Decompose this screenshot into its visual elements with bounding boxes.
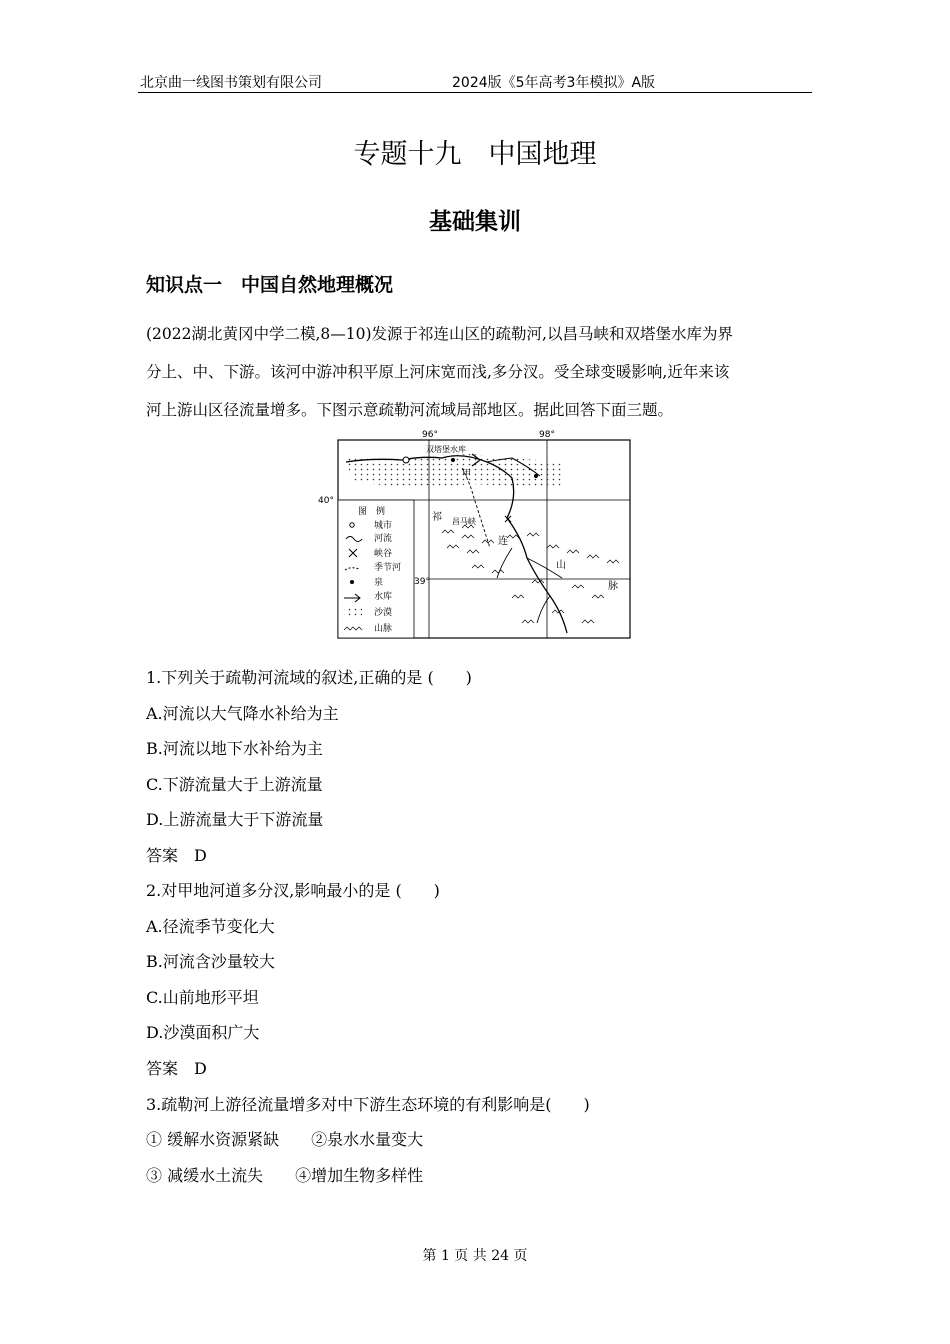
question-1-option-d: D.上游流量大于下游流量 <box>146 810 324 829</box>
question-1-option-a: A.河流以大气降水补给为主 <box>146 704 339 723</box>
lon-96-label: 96° <box>422 430 438 440</box>
legend-seasonal-river: 季节河 <box>374 563 402 573</box>
legend-mountain: 山脉 <box>374 624 393 634</box>
city-marker <box>403 457 409 463</box>
section-subtitle: 基础集训 <box>429 209 521 235</box>
question-2-option-b: B.河流含沙量较大 <box>146 952 275 971</box>
legend-title: 图 例 <box>358 507 386 517</box>
legend-river: 河流 <box>374 534 393 544</box>
mountain-char-2: 连 <box>498 536 508 547</box>
legend-gorge: 峡谷 <box>374 549 393 559</box>
question-3-stem: 3.疏勒河上游径流量增多对中下游生态环境的有利影响是( ) <box>146 1095 590 1114</box>
question-3-options-row-1: ① 缓解水资源紧缺 ②泉水水量变大 <box>146 1130 424 1149</box>
question-1-option-b: B.河流以地下水补给为主 <box>146 739 323 758</box>
lat-40-label: 40° <box>318 496 334 506</box>
page-footer: 第 1 页 共 24 页 <box>422 1248 528 1264</box>
mountain-char-4: 脉 <box>608 581 618 592</box>
question-2-option-d: D.沙漠面积广大 <box>146 1023 260 1042</box>
legend-spring: 泉 <box>374 578 384 588</box>
qilian-mountains <box>442 525 619 623</box>
chapter-title: 专题十九 中国地理 <box>353 139 597 170</box>
question-2-option-a: A.径流季节变化大 <box>146 917 275 936</box>
publisher-name: 北京曲一线图书策划有限公司 <box>140 75 322 91</box>
legend-reservoir: 水库 <box>374 592 393 602</box>
spring-marker <box>451 458 455 462</box>
book-title: 2024版《5年高考3年模拟》A版 <box>452 75 656 91</box>
intro-line-3: 河上游山区径流量增多。下图示意疏勒河流域局部地区。据此回答下面三题。 <box>146 401 674 419</box>
question-1-answer: 答案 D <box>146 846 207 865</box>
intro-line-1: (2022湖北黄冈中学二模,8—10)发源于祁连山区的疏勒河,以昌马峡和双塔堡水库为界 <box>146 325 733 343</box>
question-1-stem: 1.下列关于疏勒河流域的叙述,正确的是 ( ) <box>146 668 472 687</box>
legend-desert: 沙漠 <box>374 608 393 618</box>
question-2-option-c: C.山前地形平坦 <box>146 988 259 1007</box>
lat-39-label: 39° <box>414 577 430 587</box>
mountain-char-3: 山 <box>556 560 566 571</box>
changma-gorge-label: 昌马峡 <box>452 517 476 526</box>
page-header <box>138 70 812 93</box>
question-2-stem: 2.对甲地河道多分汊,影响最小的是 ( ) <box>146 881 440 900</box>
jia-label: 甲 <box>462 469 472 479</box>
question-3-options-row-2: ③ 减缓水土流失 ④增加生物多样性 <box>146 1166 424 1185</box>
question-1-option-c: C.下游流量大于上游流量 <box>146 775 323 794</box>
lon-98-label: 98° <box>539 430 555 440</box>
shule-river-map <box>312 428 634 640</box>
intro-line-2: 分上、中、下游。该河中游冲积平原上河床宽而浅,多分汊。受全球变暖影响,近年来该 <box>146 363 730 381</box>
mountain-char-1: 祁 <box>432 512 442 523</box>
legend-city: 城市 <box>374 521 393 531</box>
knowledge-point-heading: 知识点一 中国自然地理概况 <box>146 274 394 296</box>
reservoir-label: 双塔堡水库 <box>426 445 466 454</box>
question-2-answer: 答案 D <box>146 1059 207 1078</box>
